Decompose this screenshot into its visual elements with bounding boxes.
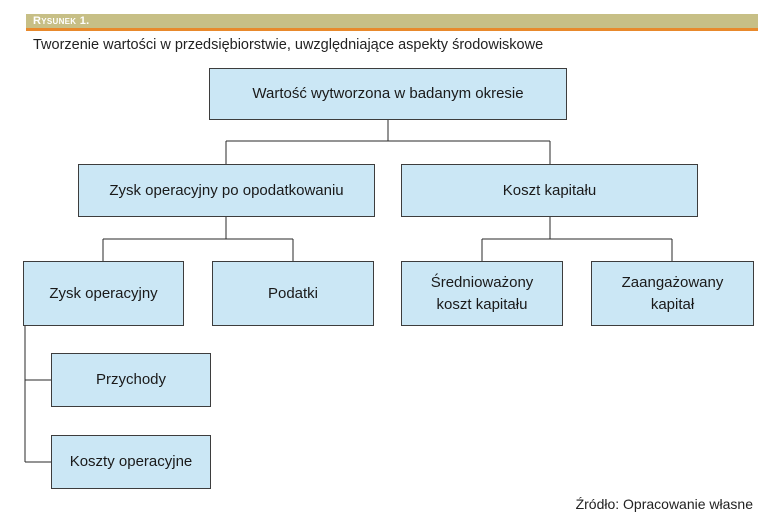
figure-label: Rysunek 1. <box>33 15 90 27</box>
invested-capital-label-line1: Zaangażowany <box>621 273 724 291</box>
figure-source: Źródło: Opracowanie własne <box>575 496 753 512</box>
taxes-label: Podatki <box>267 284 319 302</box>
capital-cost-box <box>401 164 698 217</box>
nopat-label: Zysk operacyjny po opodatkowaniu <box>109 181 344 199</box>
revenues-box <box>51 353 211 407</box>
root-value-box <box>209 68 567 120</box>
figure-caption: Tworzenie wartości w przedsiębiorstwie, uwzględniające aspekty środowiskowe <box>33 37 544 53</box>
nopat-box <box>78 164 375 217</box>
operating-profit-label: Zysk operacyjny <box>49 284 158 302</box>
invested-capital-box <box>591 261 754 326</box>
operating-profit-box <box>23 261 184 326</box>
operating-costs-box <box>51 435 211 489</box>
invested-capital-label-line2: kapitał <box>650 295 695 313</box>
root-value-label: Wartość wytworzona w badanym okresie <box>252 85 524 102</box>
wacc-label-line2: koszt kapitału <box>436 295 528 313</box>
taxes-box <box>212 261 374 326</box>
wacc-label-line1: Średnioważony <box>430 273 534 291</box>
operating-costs-label: Koszty operacyjne <box>69 453 193 470</box>
wacc-box <box>401 261 563 326</box>
revenues-label: Przychody <box>95 371 167 388</box>
capital-cost-label: Koszt kapitału <box>502 181 597 199</box>
